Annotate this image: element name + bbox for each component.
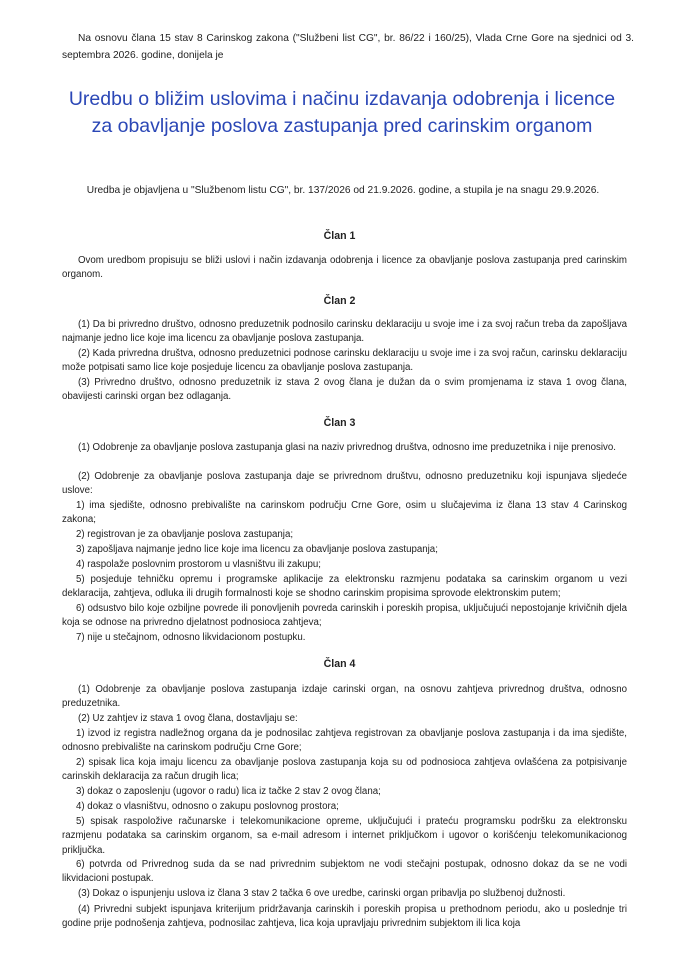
article-1-paragraph-1: Ovom uredbom propisuju se bliži uslovi i način izdavanja odobrenja i licence za obavljanje poslova zastupanja pred carinskim organom. bbox=[62, 255, 627, 281]
article-3-paragraph-2: (2) Odobrenje za obavljanje poslova zastupanja daje se privrednom društvu, odnosno preduzetniku koji ispunjava sljedeće uslove: bbox=[62, 471, 627, 497]
article-3-item-3: 3) zapošljava najmanje jedno lice koje ima licencu za obavljanje poslova zastupanja; bbox=[76, 544, 438, 555]
article-4-paragraph-1: (1) Odobrenje za obavljanje poslova zastupanja izdaje carinski organ, na osnovu zahtjeva privrednog društva, odnosno preduzetnika. bbox=[62, 684, 627, 710]
article-2-paragraph-3: (3) Privredno društvo, odnosno preduzetnik iz stava 2 ovog člana je dužan da o svim promjenama iz stava 1 ovog člana, obavijesti carinski organ bez odlaganja. bbox=[62, 377, 627, 403]
article-1-heading: Član 1 bbox=[323, 230, 356, 242]
article-3-item-4: 4) raspolaže poslovnim prostorom u vlasništvu ili zakupu; bbox=[76, 559, 321, 570]
article-2-paragraph-1: (1) Da bi privredno društvo, odnosno preduzetnik podnosilo carinsku deklaraciju u svoje ime i za svoj račun treba da zapošljava najmanje jedno lice koje ima licencu za obavljanje poslova zastupanja. bbox=[62, 319, 627, 345]
article-3-paragraph-1: (1) Odobrenje za obavljanje poslova zastupanja glasi na naziv privrednog društva, odnosno ime preduzetnika i nije prenosivo. bbox=[78, 442, 616, 453]
article-2-heading: Član 2 bbox=[323, 295, 356, 307]
article-4-item-6: 6) potvrda od Privrednog suda da se nad privrednim subjektom ne vodi stečajni postupak, odnosno dokaz da se ne vodi likvidacioni postupak. bbox=[62, 859, 627, 885]
article-3-heading: Član 3 bbox=[323, 417, 356, 429]
article-3-item-7: 7) nije u stečajnom, odnosno likvidacionom postupku. bbox=[76, 632, 306, 643]
article-3-item-6: 6) odsustvo bilo koje ozbiljne povrede ili ponovljenih povreda carinskih i poreskih propisa, uključujući nepostojanje krivičnih djela koja se odnose na privredno djelatnost podnosioca zahtjeva; bbox=[62, 603, 627, 629]
document-title: Uredbu o bližim uslovima i načinu izdavanja odobrenja i licence za obavljanje poslova zastupanja pred carinskim organom bbox=[68, 88, 616, 137]
publication-note: Uredba je objavljena u "Službenom listu CG", br. 137/2026 od 21.9.2026. godine, a stupila je na snagu 29.9.2026. bbox=[86, 185, 600, 196]
article-3-item-2: 2) registrovan je za obavljanje poslova zastupanja; bbox=[76, 529, 294, 540]
article-4-item-5: 5) spisak raspoložive računarske i telekomunikacione opreme, uključujući i prateću programsku podršku za elektronsku razmjenu podataka sa carinskim organom, sa e-mail adresom i internet priključkom i ugovor o korišćenju telekomunikacionog priključka. bbox=[62, 816, 627, 856]
article-4-item-4: 4) dokaz o vlasništvu, odnosno o zakupu poslovnog prostora; bbox=[76, 801, 339, 812]
article-3-item-1: 1) ima sjedište, odnosno prebivalište na carinskom području Crne Gore, osim u slučajevima iz člana 13 stav 4 Carinskog zakona; bbox=[62, 500, 627, 526]
article-4-item-1: 1) izvod iz registra nadležnog organa da je podnosilac zahtjeva registrovan za obavljanje poslova zastupanja i da ima sjedište, odnosno prebivalište na carinskom području Crne Gore; bbox=[62, 728, 627, 754]
article-4-paragraph-3: (3) Dokaz o ispunjenju uslova iz člana 3 stav 2 tačka 6 ove uredbe, carinski organ pribavlja po službenoj dužnosti. bbox=[78, 888, 566, 899]
article-4-item-2: 2) spisak lica koja imaju licencu za obavljanje poslova zastupanja koja su od podnosioca zahtjeva ovlašćena za potpisivanje carinskih deklaracija za račun drugih lica; bbox=[62, 757, 627, 783]
article-3-item-5: 5) posjeduje tehničku opremu i programske aplikacije za elektronsku razmjenu podataka sa carinskim organom u vezi deklaracija, zahtjeva, odluka ili drugih formalnosti koje se shodno carinskim propisima sprovode elektronskim putem; bbox=[62, 574, 627, 600]
article-4-paragraph-2: (2) Uz zahtjev iz stava 1 ovog člana, dostavljaju se: bbox=[78, 713, 298, 724]
article-2-paragraph-2: (2) Kada privredna društva, odnosno preduzetnici podnose carinsku deklaraciju u svoje ime i za svoj račun, carinsku deklaraciju može potpisati samo lice koje posjeduje licencu za obavljanje poslova zastupanja. bbox=[62, 348, 627, 374]
article-4-heading: Član 4 bbox=[323, 658, 356, 670]
legal-basis-intro: Na osnovu člana 15 stav 8 Carinskog zakona ("Službeni list CG", br. 86/22 i 160/25), Vlada Crne Gore na sjednici od 3. septembra 2026. godine, donijela je bbox=[62, 33, 634, 61]
article-4-paragraph-4: (4) Privredni subjekt ispunjava kriterijum pridržavanja carinskih i poreskih propisa u prethodnom periodu, ako u poslednje tri godine prije podnošenja zahtjeva, podnosilac zahtjeva, lica koja upravljaju privrednim subjektom ili lica koja bbox=[62, 904, 627, 930]
article-4-item-3: 3) dokaz o zaposlenju (ugovor o radu) lica iz tačke 2 stav 2 ovog člana; bbox=[76, 786, 381, 797]
